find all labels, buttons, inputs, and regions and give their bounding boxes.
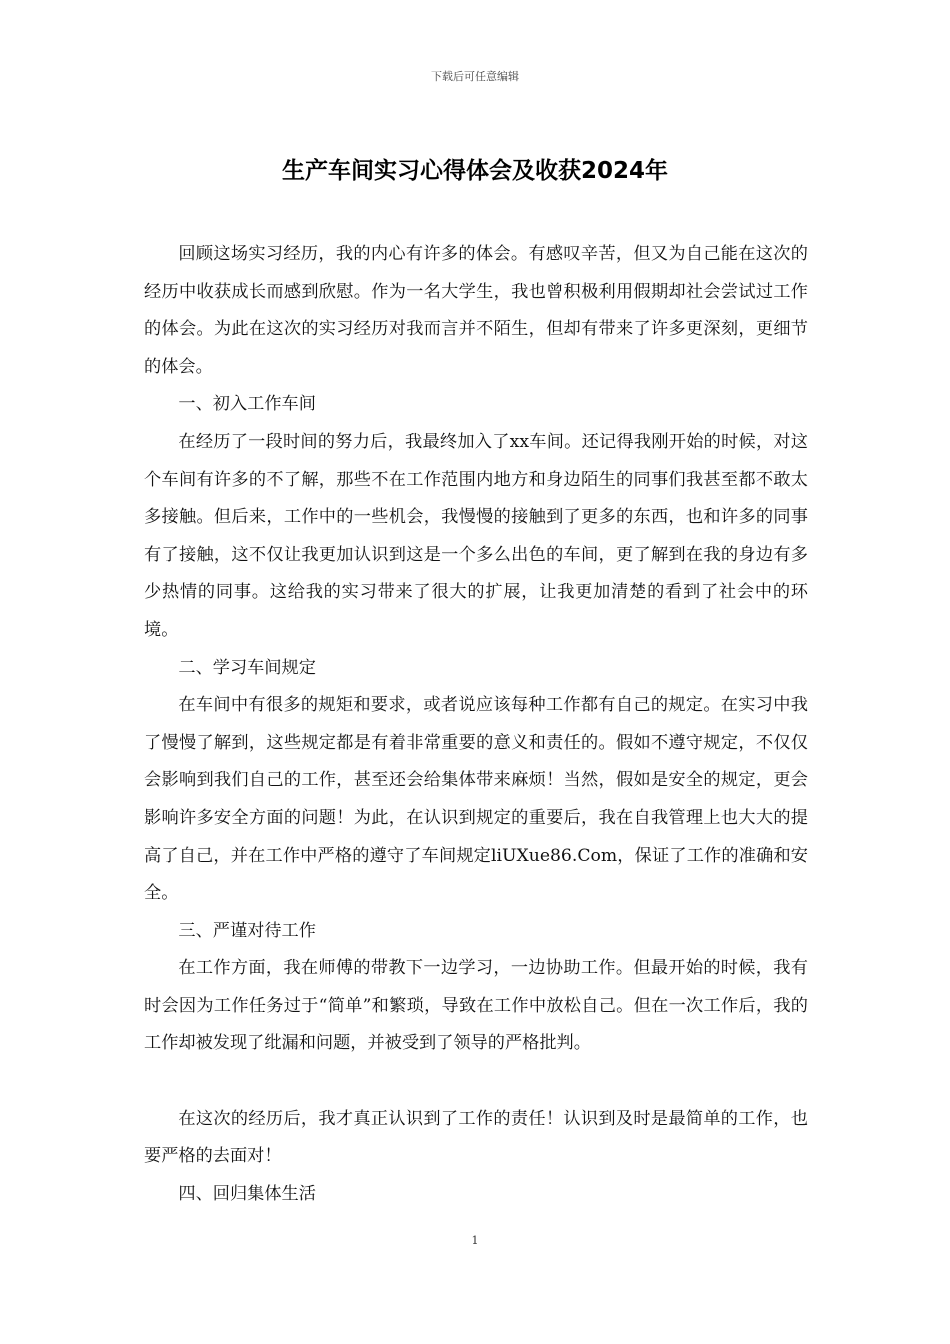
page-number: 1 [471, 1234, 479, 1247]
paragraph-section-3: 在工作方面，我在师傅的带教下一边学习，一边协助工作。但最开始的时候，我有时会因为工作任务过于“简单”和繁琐，导致在工作中放松自己。但在一次工作后，我的工作却被发现了纰漏和问题，并被受到了领导的严格批判。 [144, 958, 808, 1054]
section-heading-4: 四、回归集体生活 [178, 1183, 316, 1204]
paragraph-section-3-reflection: 在这次的经历后，我才真正认识到了工作的责任！认识到及时是最简单的工作，也要严格的去面对！ [144, 1108, 808, 1167]
paragraph-section-2: 在车间中有很多的规矩和要求，或者说应该每种工作都有自己的规定。在实习中我了慢慢了解到，这些规定都是有着非常重要的意义和责任的。假如不遵守规定，不仅仅会影响到我们自己的工作，甚至还会给集体带来麻烦！当然，假如是安全的规定，更会影响许多安全方面的问题！为此，在认识到规定的重要后，我在自我管理上也大大的提高了自己，并在工作中严格的遵守了车间规定liUXue86.Com，保证了工作的准确和安全。 [144, 695, 808, 904]
section-heading-1: 一、初入工作车间 [178, 394, 316, 415]
section-heading-3: 三、严谨对待工作 [178, 920, 316, 941]
section-heading-2: 二、学习车间规定 [178, 657, 316, 678]
paragraph-section-1: 在经历了一段时间的努力后，我最终加入了xx车间。还记得我刚开始的时候，对这个车间有许多的不了解，那些不在工作范围内地方和身边陌生的同事们我甚至都不敢太多接触。但后来，工作中的一些机会，我慢慢的接触到了更多的东西，也和许多的同事有了接触，这不仅让我更加认识到这是一个多么出色的车间，更了解到在我的身边有多少热情的同事。这给我的实习带来了很大的扩展，让我更加清楚的看到了社会中的环境。 [144, 431, 808, 640]
document-title: 生产车间实习心得体会及收获2024年 [281, 158, 668, 184]
paragraph-intro: 回顾这场实习经历，我的内心有许多的体会。有感叹辛苦，但又为自己能在这次的经历中收获成长而感到欣慰。作为一名大学生，我也曾积极利用假期却社会尝试过工作的体会。为此在这次的实习经历对我而言并不陌生，但却有带来了许多更深刻，更细节的体会。 [144, 244, 808, 377]
header-note: 下载后可任意编辑 [431, 70, 519, 83]
document-body [144, 236, 808, 1213]
